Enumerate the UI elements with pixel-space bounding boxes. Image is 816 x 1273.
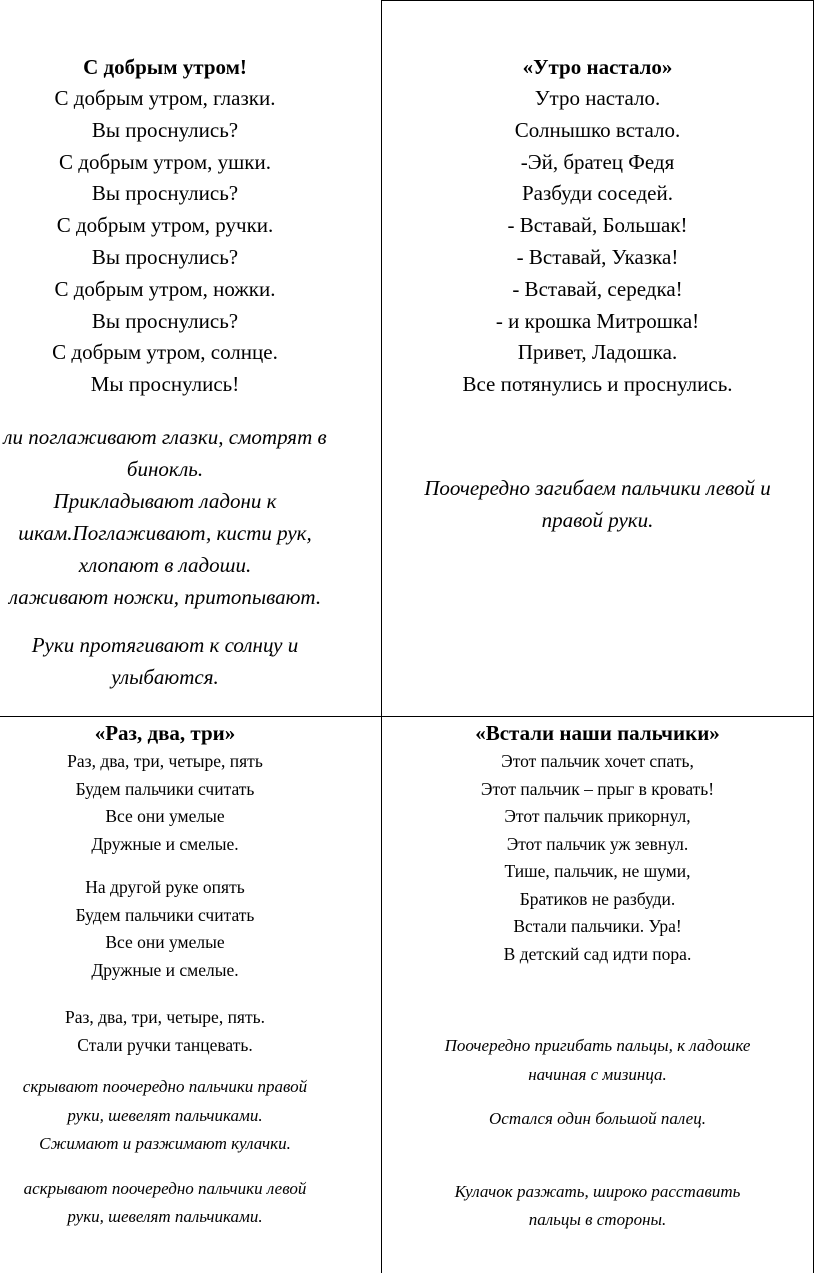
instructions [382,472,813,536]
instruction-line: ли поглаживают глазки, смотрят в [3,424,327,449]
instruction-line: правой руки. [541,507,654,532]
poem-line: Разбуди соседей. [522,181,673,206]
instruction-line: Сжимают и разжимают кулачки. [39,1134,291,1153]
poem-line: Этот пальчик – прыг в кровать! [480,778,715,799]
poem-line: С добрым утром, ушки. [59,149,271,174]
poem-line: Будем пальчики считать [75,904,255,925]
cell-morning-came [382,52,813,536]
instruction-line: бинокль. [126,456,204,481]
poem-line: Вы проснулись? [91,117,239,142]
poem-line: В детский сад идти пора. [503,943,692,964]
instructions [382,1032,813,1235]
poem-line: Братиков не разбуди. [519,888,676,909]
cell-one-two-three [0,718,360,1232]
instruction-line: аскрывают поочередно пальчики левой [23,1178,307,1198]
instruction-line: Прикладывают ладони к [53,488,277,513]
cell-good-morning [0,52,370,693]
poem-line: - Вставай, Указка! [516,244,679,269]
poem-line: Раз, два, три, четыре, пять [67,751,263,771]
poem-line: -Эй, братец Федя [520,149,675,174]
instruction-line: лаживают ножки, притопывают. [8,584,322,609]
instruction-line: хлопают в ладоши. [78,552,252,577]
instruction-line: Поочередно загибаем пальчики левой и [424,475,771,500]
poem-line: Этот пальчик хочет спать, [501,751,694,771]
poem-line: Этот пальчик прикорнул, [504,806,691,826]
instructions [0,1073,360,1232]
instruction-line: шкам.Поглаживают, кисти рук, [18,520,312,545]
poem-line: С добрым утром, ручки. [56,213,274,238]
poem-line: - Вставай, Большак! [507,213,688,238]
instruction-line: Остался один большой палец. [489,1109,706,1128]
poem-line: С добрым утром, ножки. [54,276,276,301]
poem-line: Солнышко встало. [514,117,681,142]
poem-text [0,83,370,401]
instruction-line: пальцы в стороны. [528,1210,667,1229]
poem-line: Раз, два, три, четыре, пять. [64,1007,265,1027]
cell-fingers-got-up [382,718,813,1235]
poem-line: Встали пальчики. Ура! [513,916,682,936]
poem-line: Все они умелые [105,932,225,952]
instruction-line: Кулачок разжать, широко расставить [454,1181,741,1201]
poem-line: Привет, Ладошка. [517,340,678,365]
instruction-line: руки, шевелят пальчиками. [67,1105,263,1125]
instruction-line: начиная с мизинца. [528,1064,667,1084]
poem-line: С добрым утром, солнце. [52,340,278,365]
poem-line: Все они умелые [105,806,225,826]
instruction-line: улыбаются. [111,664,219,689]
poem-line: Утро настало. [534,86,661,110]
cell-title: С добрым утром! [83,55,247,79]
instruction-line: скрывают поочередно пальчики правой [22,1077,308,1096]
poem-text [382,748,813,968]
poem-line: Вы проснулись? [91,181,239,206]
poem-line: Все потянулись и проснулись. [462,372,733,397]
cell-title: «Утро настало» [522,55,673,79]
cell-title: «Раз, два, три» [94,721,236,745]
poem-line: Дружные и смелые. [91,959,239,980]
poem-line: - Вставай, середка! [512,276,683,301]
instruction-line: Руки протягивают к солнцу и [31,632,299,657]
cell-title: «Встали наши пальчики» [475,721,720,745]
instructions [0,421,370,693]
poem-line: С добрым утром, глазки. [54,86,276,110]
poem-line: Мы проснулись! [90,372,240,397]
poem-line: Вы проснулись? [91,308,239,333]
poem-line: Тише, пальчик, не шуми, [504,861,691,881]
instruction-line: руки, шевелят пальчиками. [67,1207,263,1226]
poem-line: Стали ручки танцевать. [77,1034,253,1055]
poem-line: Дружные и смелые. [91,833,239,854]
poem-text [382,83,813,401]
poem-line: Будем пальчики считать [75,778,255,799]
poem-line: - и крошка Митрошка! [495,308,700,333]
instruction-line: Поочередно пригибать пальцы, к ладошке [444,1036,751,1055]
poem-line: Этот пальчик уж зевнул. [506,833,689,854]
poem-text [0,748,360,1059]
poem-line: На другой руке опять [85,877,245,897]
poem-line: Вы проснулись? [91,244,239,269]
